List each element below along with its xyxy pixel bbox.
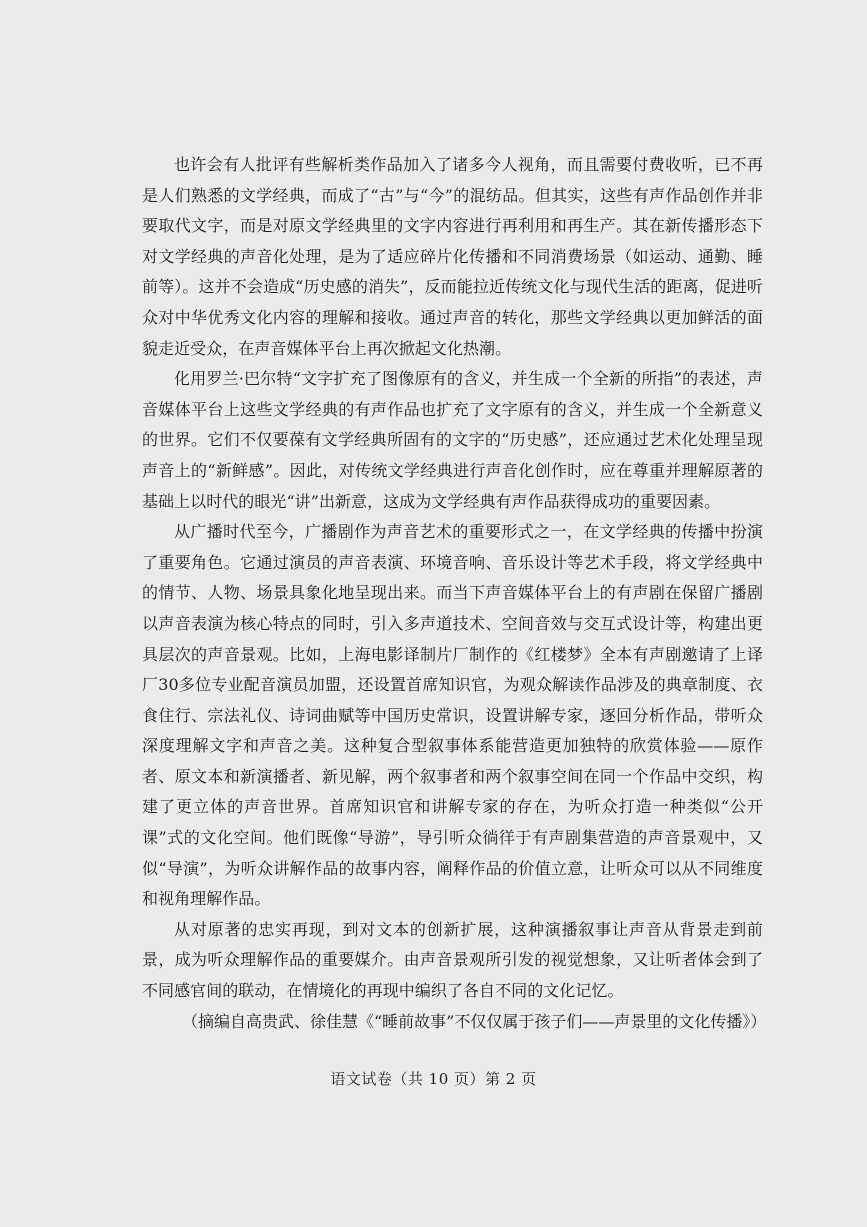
paragraph-4: 从对原著的忠实再现，到对文本的创新扩展，这种演播叙事让声音从背景走到前景，成为听众理解作品的重要媒介。由声音景观所引发的视觉想象，又让听者体会到了不同感官间的联动，在情境化的再现中编织了各自不同的文化记忆。 (142, 919, 763, 1001)
article-body (142, 150, 767, 1037)
source-citation: （摘编自高贵武、徐佳慧《“睡前故事”不仅仅属于孩子们——声景里的文化传播》） (182, 1011, 767, 1031)
paragraph-1: 也许会有人批评有些解析类作品加入了诸多今人视角，而且需要付费收听，已不再是人们熟悉的文学经典，而成了“古”与“今”的混纺品。但其实，这些有声作品创作并非要取代文字，而是对原文学经典里的文字内容进行再利用和再生产。其在新传播形态下对文学经典的声音化处理，是为了适应碎片化传播和不同消费场景（如运动、通勤、睡前等）。这并不会造成“历史感的消失”，反而能拉近传统文化与现代生活的距离，促进听众对中华优秀文化内容的理解和接收。通过声音的转化，那些文学经典以更加鲜活的面貌走近受众，在声音媒体平台上再次掀起文化热潮。 (142, 155, 763, 358)
paragraph-3: 从广播时代至今，广播剧作为声音艺术的重要形式之一，在文学经典的传播中扮演了重要角色。它通过演员的声音表演、环境音响、音乐设计等艺术手段，将文学经典中的情节、人物、场景具象化地呈现出来。而当下声音媒体平台上的有声剧在保留广播剧以声音表演为核心特点的同时，引入多声道技术、空间音效与交互式设计等，构建出更具层次的声音景观。比如，上海电影译制片厂制作的《红楼梦》全本有声剧邀请了上译厂30多位专业配音演员加盟，还设置首席知识官，为观众解读作品涉及的典章制度、衣食住行、宗法礼仪、诗词曲赋等中国历史常识，设置讲解专家，逐回分析作品，带听众深度理解文字和声音之美。这种复合型叙事体系能营造更加独特的欣赏体验——原作者、原文本和新演播者、新见解，两个叙事者和两个叙事空间在同一个作品中交织，构建了更立体的声音世界。首席知识官和讲解专家的存在，为听众打造一种类似“公开课”式的文化空间。他们既像“导游”，导引听众徜徉于有声剧集营造的声音景观中，又似“导演”，为听众讲解作品的故事内容，阐释作品的价值立意，让听众可以从不同维度和视角理解作品。 (142, 522, 763, 909)
page-footer: 语文试卷（共 10 页）第 2 页 (330, 1070, 537, 1088)
paragraph-2: 化用罗兰·巴尔特“文字扩充了图像原有的含义，并生成一个全新的所指”的表述，声音媒体平台上这些文学经典的有声作品也扩充了文字原有的含义，并生成一个全新意义的世界。它们不仅要葆有文学经典所固有的文字的“历史感”，还应通过艺术化处理呈现声音上的“新鲜感”。因此，对传统文学经典进行声音化创作时，应在尊重并理解原著的基础上以时代的眼光“讲”出新意，这成为文学经典有声作品获得成功的重要因素。 (142, 369, 763, 511)
